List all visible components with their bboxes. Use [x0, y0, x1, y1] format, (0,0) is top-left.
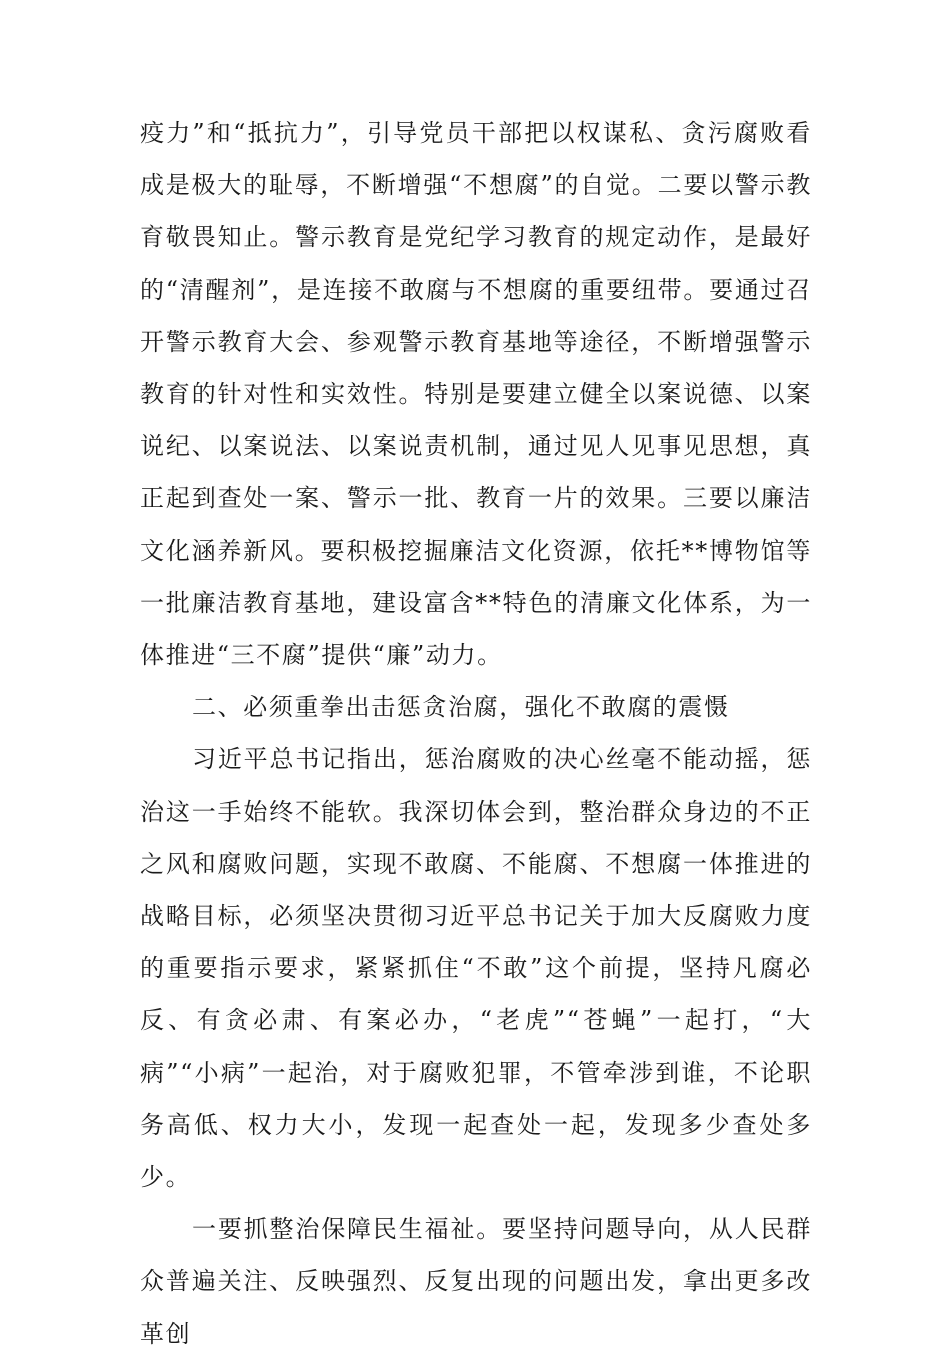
document-body: [140, 107, 812, 1360]
paragraph-body: 一要抓整治保障民生福祉。要坚持问题导向，从人民群众普遍关注、反映强烈、反复出现的问题出发，拿出更多改革创: [140, 1215, 812, 1348]
paragraph-continuation: 疫力”和“抵抗力”，引导党员干部把以权谋私、贪污腐败看成是极大的耻辱，不断增强“不想腐”的自觉。二要以警示教育敬畏知止。警示教育是党纪学习教育的规定动作，是最好的“清醒剂”，是连接不敢腐与不想腐的重要纽带。要通过召开警示教育大会、参观警示教育基地等途径，不断增强警示教育的针对性和实效性。特别是要建立健全以案说德、以案说纪、以案说法、以案说责机制，通过见人见事见思想，真正起到查处一案、警示一批、教育一片的效果。三要以廉洁文化涵养新风。要积极挖掘廉洁文化资源，依托**博物馆等一批廉洁教育基地，建设富含**特色的清廉文化体系，为一体推进“三不腐”提供“廉”动力。: [140, 119, 812, 670]
paragraph-body: 习近平总书记指出，惩治腐败的决心丝毫不能动摇，惩治这一手始终不能软。我深切体会到，整治群众身边的不正之风和腐败问题，实现不敢腐、不能腐、不想腐一体推进的战略目标，必须坚决贯彻习近平总书记关于加大反腐败力度的重要指示要求，紧紧抓住“不敢”这个前提，坚持凡腐必反、有贪必肃、有案必办，“老虎”“苍蝇”一起打，“大病”“小病”一起治，对于腐败犯罪，不管牵涉到谁，不论职务高低、权力大小，发现一起查处一起，发现多少查处多少。: [140, 745, 812, 1192]
section-heading: 二、必须重拳出击惩贪治腐，强化不敢腐的震慑: [192, 693, 730, 722]
